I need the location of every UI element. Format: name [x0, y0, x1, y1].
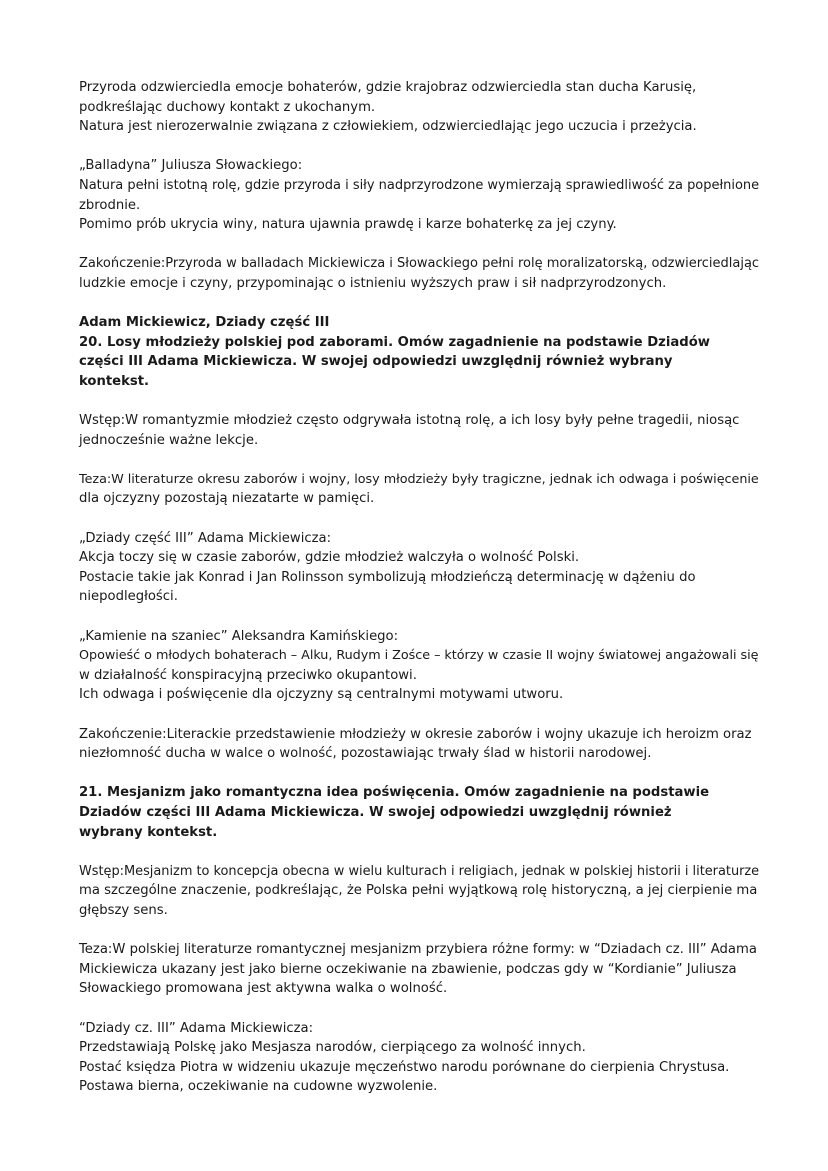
- section-heading-21: [79, 783, 759, 842]
- text-line: Przedstawiają Polskę jako Mesjasza narodów, cierpiącego za wolność innych.: [79, 1040, 586, 1056]
- text-line: niepodległości.: [79, 589, 178, 605]
- section-heading-20: [79, 313, 759, 391]
- text-line: Ich odwaga i poświęcenie dla ojczyzny są centralnymi motywami utworu.: [79, 687, 564, 703]
- work-title: „Dziady część III” Adama Mickiewicza:: [79, 530, 332, 546]
- intro-paragraph: [79, 411, 759, 450]
- work-title: “Dziady cz. III” Adama Mickiewicza:: [79, 1020, 314, 1036]
- text-line: Wstęp:Mesjanizm to koncepcja obecna w wielu kulturach i religiach, jednak w polskiej historii i literaturze: [79, 863, 760, 879]
- text-line: Opowieść o młodych bohaterach – Alku, Rudym i Zośce – którzy w czasie II wojny światowej angażowali się: [79, 648, 759, 664]
- text-line: głębszy sens.: [79, 902, 168, 918]
- conclusion-paragraph: [79, 725, 759, 764]
- text-line: Postacie takie jak Konrad i Jan Rolinsson symbolizują młodzieńczą determinację w dążeniu do: [79, 569, 696, 585]
- text-line: podkreślając duchowy kontakt z ukochanym.: [79, 99, 376, 115]
- heading-line: 21. Mesjanizm jako romantyczna idea poświęcenia. Omów zagadnienie na podstawie: [79, 785, 710, 801]
- heading-line: wybrany kontekst.: [79, 824, 218, 840]
- text-line: Zakończenie:Przyroda w balladach Mickiewicza i Słowackiego pełni rolę moralizatorską, odzwierciedlając: [79, 256, 760, 272]
- document-page: [79, 78, 759, 1097]
- text-line: Teza:W literaturze okresu zaborów i wojny, losy młodzieży były tragiczne, jednak ich odwaga i poświęcenie: [79, 471, 759, 487]
- intro-paragraph: [79, 862, 759, 921]
- paragraph: [79, 529, 759, 607]
- paragraph: [79, 78, 759, 137]
- text-line: dla ojczyzny pozostają niezatarte w pamięci.: [79, 491, 375, 507]
- text-line: Postać księdza Piotra w widzeniu ukazuje męczeństwo narodu porównane do cierpienia Chrystusa.: [79, 1059, 730, 1075]
- text-line: Słowackiego promowana jest aktywna walka o wolność.: [79, 981, 448, 997]
- text-line: Przyroda odzwierciedla emocje bohaterów, gdzie krajobraz odzwierciedla stan ducha Karusię,: [79, 80, 697, 95]
- text-line: Akcja toczy się w czasie zaborów, gdzie młodzież walczyła o wolność Polski.: [79, 550, 580, 566]
- text-line: Natura pełni istotną rolę, gdzie przyroda i siły nadprzyrodzone wymierzają sprawiedliwość za popełnione: [79, 177, 760, 193]
- text-line: ludzkie emocje i czyny, przypominając o istnieniu wyższych praw i sił nadprzyrodzonych.: [79, 275, 667, 291]
- text-line: Mickiewicza ukazany jest jako bierne oczekiwanie na zbawienie, podczas gdy w “Kordianie” Juliusza: [79, 961, 737, 977]
- heading-line: części III Adama Mickiewicza. W swojej odpowiedzi uwzględnij również wybrany: [79, 354, 673, 370]
- text-line: jednocześnie ważne lekcje.: [79, 432, 259, 448]
- text-line: Postawa bierna, oczekiwanie na cudowne wyzwolenie.: [79, 1079, 438, 1095]
- thesis-paragraph: [79, 940, 759, 999]
- heading-line: Adam Mickiewicz, Dziady część III: [79, 315, 330, 331]
- text-line: niezłomność ducha w walce o wolność, pozostawiając trwały ślad w historii narodowej.: [79, 746, 652, 762]
- conclusion-paragraph: [79, 254, 759, 293]
- thesis-paragraph: [79, 470, 759, 509]
- paragraph: [79, 627, 759, 705]
- work-title: „Kamienie na szaniec” Aleksandra Kamińskiego:: [79, 628, 399, 644]
- text-line: Zakończenie:Literackie przedstawienie młodzieży w okresie zaborów i wojny ukazuje ich heroizm oraz: [79, 726, 752, 742]
- text-line: Teza:W polskiej literaturze romantycznej mesjanizm przybiera różne formy: w “Dziadach cz. III” Adama: [79, 942, 757, 958]
- heading-line: kontekst.: [79, 373, 150, 389]
- paragraph: [79, 1019, 759, 1097]
- text-line: zbrodnie.: [79, 197, 141, 213]
- heading-line: 20. Losy młodzieży polskiej pod zaborami. Omów zagadnienie na podstawie Dziadów: [79, 334, 710, 350]
- work-title: „Balladyna” Juliusza Słowackiego:: [79, 158, 303, 174]
- text-line: Natura jest nierozerwalnie związana z człowiekiem, odzwierciedlając jego uczucia i przeżycia.: [79, 119, 697, 135]
- text-line: ma szczególne znaczenie, podkreślając, że Polska pełni wyjątkową rolę historyczną, a jej cierpienie ma: [79, 883, 758, 899]
- text-line: Wstęp:W romantyzmie młodzież często odgrywała istotną rolę, a ich losy były pełne tragedii, niosąc: [79, 413, 740, 429]
- text-line: Pomimo prób ukrycia winy, natura ujawnia prawdę i karze bohaterkę za jej czyny.: [79, 217, 617, 233]
- heading-line: Dziadów części III Adama Mickiewicza. W swojej odpowiedzi uwzględnij również: [79, 804, 672, 820]
- text-line: w działalność konspiracyjną przeciwko okupantowi.: [79, 667, 417, 683]
- paragraph: [79, 156, 759, 234]
